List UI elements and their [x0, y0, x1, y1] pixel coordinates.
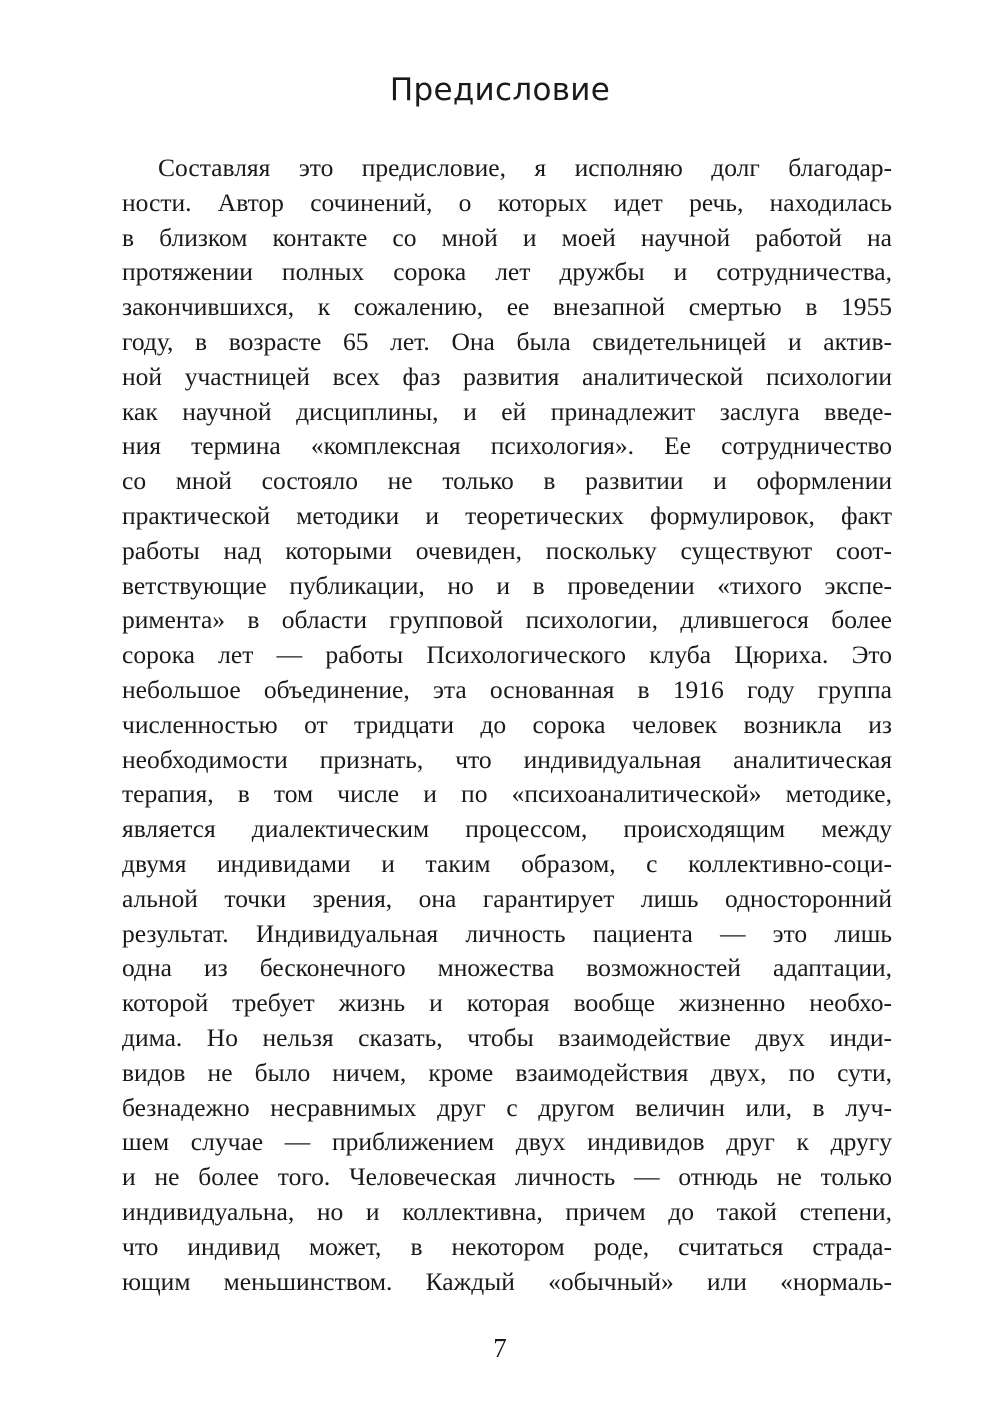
body-text — [122, 151, 892, 1299]
text-line: небольшое объединение, эта основанная в 1916 году группа — [122, 674, 892, 704]
text-line: году, в возрасте 65 лет. Она была свидетельницей и актив- — [122, 326, 892, 356]
text-line: которой требует жизнь и которая вообще жизненно необхо- — [122, 988, 892, 1018]
text-line: индивидуальна, но и коллективна, причем до такой степени, — [122, 1196, 892, 1226]
text-line: ной участницей всех фаз развития аналитической психологии — [122, 361, 892, 391]
text-line: ветствующие публикации, но и в проведении «тихого экспе- — [122, 570, 892, 600]
text-line: видов не было ничем, кроме взаимодействия двух, по сути, — [122, 1057, 892, 1087]
text-line: безнадежно несравнимых друг с другом величин или, в луч- — [122, 1092, 892, 1122]
text-line: является диалектическим процессом, происходящим между — [122, 814, 892, 844]
text-line: одна из бесконечного множества возможностей адаптации, — [122, 953, 892, 983]
text-line: необходимости признать, что индивидуальная аналитическая — [122, 744, 892, 774]
text-line: дима. Но нельзя сказать, чтобы взаимодействие двух инди- — [122, 1022, 892, 1052]
text-line: ности. Автор сочинений, о которых идет речь, находилась — [122, 187, 892, 217]
text-line: сорока лет — работы Психологического клуба Цюриха. Это — [122, 640, 892, 670]
page-number: 7 — [493, 1333, 507, 1363]
text-line: ющим меньшинством. Каждый «обычный» или «нормаль- — [122, 1266, 892, 1296]
text-line: шем случае — приближением двух индивидов друг к другу — [122, 1127, 892, 1157]
text-line: в близком контакте со мной и моей научной работой на — [122, 222, 892, 252]
text-line: закончившихся, к сожалению, ее внезапной смертью в 1955 — [122, 292, 892, 322]
text-line: работы над которыми очевиден, поскольку существуют соот- — [122, 535, 892, 565]
text-line: как научной дисциплины, и ей принадлежит заслуга введе- — [122, 396, 892, 426]
text-line: двумя индивидами и таким образом, с коллективно-соци- — [122, 848, 892, 878]
text-line: результат. Индивидуальная личность пациента — это лишь — [122, 918, 892, 948]
text-line: альной точки зрения, она гарантирует лишь односторонний — [122, 883, 892, 913]
text-line: что индивид может, в некотором роде, считаться страда- — [122, 1231, 892, 1261]
text-line: терапия, в том числе и по «психоаналитической» методике, — [122, 779, 892, 809]
text-line: и не более того. Человеческая личность — отнюдь не только — [122, 1162, 892, 1192]
text-line: ния термина «комплексная психология». Ее сотрудничество — [122, 431, 892, 461]
page-title: Предисловие — [389, 72, 611, 108]
text-line: Составляя это предисловие, я исполняю долг благодар- — [158, 153, 892, 182]
text-line: протяжении полных сорока лет дружбы и сотрудничества, — [122, 257, 892, 287]
text-line: римента» в области групповой психологии, длившегося более — [122, 605, 892, 635]
text-line: численностью от тридцати до сорока человек возникла из — [122, 709, 892, 739]
text-line: практической методики и теоретических формулировок, факт — [122, 500, 892, 530]
text-line: со мной состояло не только в развитии и оформлении — [122, 466, 892, 496]
